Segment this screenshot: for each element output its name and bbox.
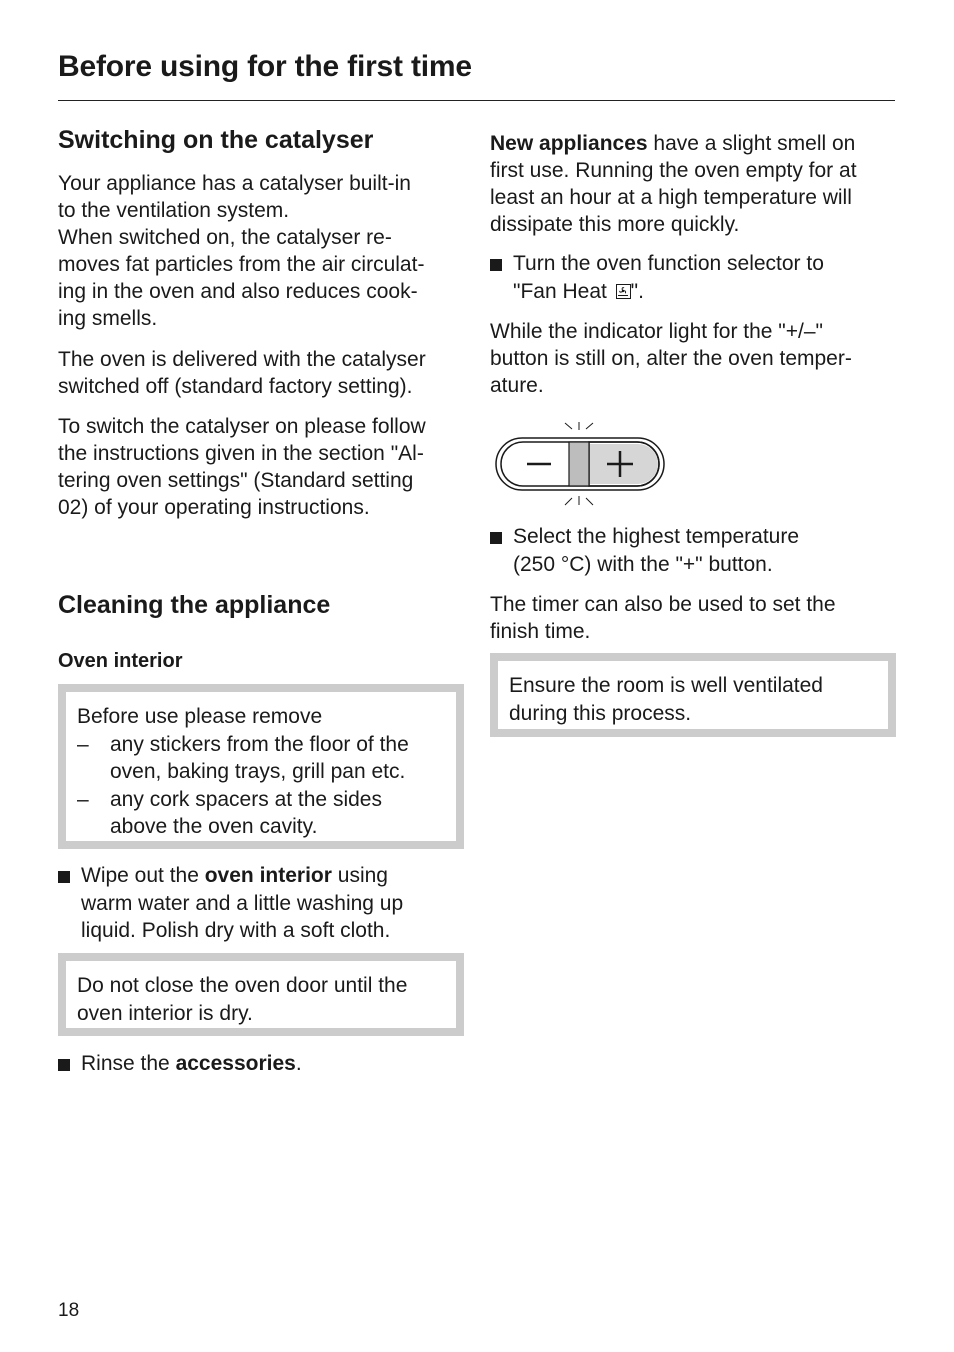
text-line: Ensure the room is well ventilated xyxy=(509,674,823,697)
text-line: Do not close the oven door until the xyxy=(77,974,408,997)
text-line: When switched on, the catalyser re- xyxy=(58,226,392,249)
text-line: ing in the oven and also reduces cook- xyxy=(58,280,418,303)
text-run: Wipe out the xyxy=(81,864,205,887)
text-line: 02) of your operating instructions. xyxy=(58,496,370,519)
text-line: oven interior is dry. xyxy=(77,1001,253,1025)
oven-interior-heading: Oven interior xyxy=(58,650,183,672)
text-line: finish time. xyxy=(490,620,591,643)
text-run: Rinse the xyxy=(81,1052,176,1075)
text-line: Turn the oven function selector to xyxy=(513,252,824,275)
bullet-square-icon xyxy=(58,871,70,883)
bold-term: oven interior xyxy=(204,864,332,887)
text-line: the instructions given in the section "Al- xyxy=(58,442,424,465)
bullet-square-icon xyxy=(490,259,502,271)
text-line: (250 °C) with the "+" button. xyxy=(513,552,773,576)
text-line: ature. xyxy=(490,374,544,397)
text-line: warm water and a little washing up xyxy=(81,891,404,915)
text-line: above the oven cavity. xyxy=(110,815,318,838)
text-line: to the ventilation system. xyxy=(58,199,290,222)
while-indicator-para xyxy=(490,318,898,399)
minus-plus-button-icon xyxy=(493,418,668,510)
catalyser-para3 xyxy=(58,413,466,521)
fan-heat-icon xyxy=(616,284,631,299)
note-intro: Before use please remove xyxy=(77,705,323,728)
timer-para xyxy=(490,591,898,645)
text-line: any cork spacers at the sides xyxy=(110,787,382,811)
title-divider xyxy=(58,100,895,101)
text-line: tering oven settings" (Standard setting xyxy=(58,469,414,492)
list-item xyxy=(77,731,445,786)
text-run: have a slight smell on xyxy=(647,132,856,155)
text-run: using xyxy=(331,864,388,887)
text-line: least an hour at a high temperature will xyxy=(490,186,852,209)
dash-marker: – xyxy=(77,787,89,811)
text-line: button is still on, alter the oven temper- xyxy=(490,347,852,370)
cleaning-section xyxy=(58,590,466,620)
door-note-box xyxy=(58,953,464,1036)
text-line: any stickers from the floor of the xyxy=(110,732,409,756)
text-line: While the indicator light for the "+/–" xyxy=(490,320,823,343)
text-run: . xyxy=(295,1052,302,1075)
wipe-bullet xyxy=(58,862,466,945)
catalyser-para1 xyxy=(58,170,466,332)
new-appliances-para xyxy=(490,130,898,238)
text-line: ing smells. xyxy=(58,307,158,330)
text-run: "Fan Heat xyxy=(513,279,613,303)
text-run: ". xyxy=(630,279,644,303)
oven-interior-subsection xyxy=(58,648,466,675)
select-temp-bullet xyxy=(490,523,898,578)
before-use-note-box xyxy=(58,684,464,849)
text-line: The timer can also be used to set the xyxy=(490,593,836,616)
list-item xyxy=(77,786,445,841)
catalyser-heading: Switching on the catalyser xyxy=(58,126,374,154)
text-line: Select the highest temperature xyxy=(513,525,800,548)
rinse-bullet xyxy=(58,1050,466,1078)
text-line: moves fat particles from the air circulat- xyxy=(58,253,425,276)
cleaning-heading: Cleaning the appliance xyxy=(58,591,331,619)
bold-term: New appliances xyxy=(490,132,648,155)
text-line: dissipate this more quickly. xyxy=(490,213,740,236)
text-line: during this process. xyxy=(509,701,692,725)
page-number: 18 xyxy=(58,1300,80,1321)
text-line: oven, baking trays, grill pan etc. xyxy=(110,760,406,783)
text-line: To switch the catalyser on please follow xyxy=(58,415,426,438)
bullet-square-icon xyxy=(58,1059,70,1071)
bullet-square-icon xyxy=(490,532,502,544)
text-line: first use. Running the oven empty for at xyxy=(490,159,857,182)
text-line: The oven is delivered with the catalyser xyxy=(58,348,426,371)
text-line: liquid. Polish dry with a soft cloth. xyxy=(81,919,391,942)
turn-selector-bullet xyxy=(490,250,898,305)
text-line: Your appliance has a catalyser built-in xyxy=(58,172,411,195)
page-title: Before using for the first time xyxy=(58,50,472,83)
text-line: switched off (standard factory setting). xyxy=(58,375,413,398)
dash-marker: – xyxy=(77,732,89,756)
ventilation-note-box xyxy=(490,653,896,737)
bold-term: accessories xyxy=(175,1052,296,1075)
catalyser-section xyxy=(58,125,466,155)
catalyser-para2 xyxy=(58,346,466,400)
